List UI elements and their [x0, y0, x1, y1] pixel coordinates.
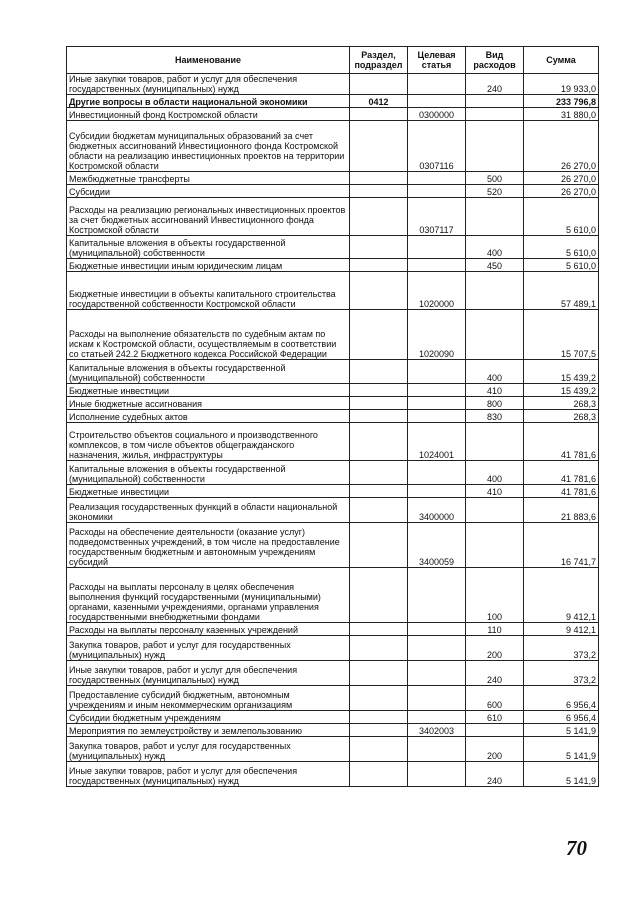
cell-sum: 6 956,4 [524, 711, 599, 724]
cell-type [466, 108, 524, 121]
cell-sum: 6 956,4 [524, 686, 599, 711]
cell-section [350, 485, 408, 498]
table-row [67, 121, 599, 172]
cell-name: Капитальные вложения в объекты государственной (муниципальной) собственности [67, 360, 350, 384]
table-row [67, 523, 599, 568]
cell-name: Закупка товаров, работ и услуг для государственных (муниципальных) нужд [67, 636, 350, 661]
cell-name: Расходы на выплаты персоналу казенных учреждений [67, 623, 350, 636]
cell-section [350, 272, 408, 310]
cell-sum: 21 883,6 [524, 498, 599, 523]
table-row [67, 236, 599, 259]
cell-target: 3402003 [408, 724, 466, 737]
table-row [67, 185, 599, 198]
cell-section [350, 724, 408, 737]
header-target: Целевая статья [408, 47, 466, 74]
cell-sum: 5 141,9 [524, 724, 599, 737]
cell-sum: 15 707,5 [524, 310, 599, 360]
table-row [67, 397, 599, 410]
cell-name: Реализация государственных функций в области национальной экономики [67, 498, 350, 523]
cell-name: Бюджетные инвестиции [67, 384, 350, 397]
cell-type: 610 [466, 711, 524, 724]
cell-section [350, 423, 408, 461]
cell-type: 240 [466, 762, 524, 787]
cell-target [408, 172, 466, 185]
table-row [67, 724, 599, 737]
table-row [67, 686, 599, 711]
cell-type [466, 423, 524, 461]
cell-sum: 31 880,0 [524, 108, 599, 121]
cell-section [350, 686, 408, 711]
cell-target: 3400000 [408, 498, 466, 523]
cell-type: 240 [466, 661, 524, 686]
cell-sum: 5 610,0 [524, 198, 599, 236]
cell-sum: 41 781,6 [524, 461, 599, 485]
cell-target [408, 762, 466, 787]
header-name: Наименование [67, 47, 350, 74]
cell-target [408, 95, 466, 108]
cell-target [408, 661, 466, 686]
cell-target [408, 384, 466, 397]
cell-name: Строительство объектов социального и производственного комплексов, в том числе объектов общегражданского назначения, жилья, инфраструктуры [67, 423, 350, 461]
cell-name: Мероприятия по землеустройству и землепользованию [67, 724, 350, 737]
cell-sum: 15 439,2 [524, 384, 599, 397]
cell-target [408, 360, 466, 384]
cell-type [466, 272, 524, 310]
table-row [67, 272, 599, 310]
cell-section [350, 410, 408, 423]
cell-type [466, 121, 524, 172]
cell-section [350, 636, 408, 661]
table-row [67, 172, 599, 185]
cell-section [350, 121, 408, 172]
cell-section [350, 568, 408, 623]
cell-name: Предоставление субсидий бюджетным, автономным учреждениям и иным некоммерческим организациям [67, 686, 350, 711]
cell-section [350, 384, 408, 397]
table-row [67, 623, 599, 636]
cell-name: Расходы на выплаты персоналу в целях обеспечения выполнения функций государственными (муниципальными) органами, казенными учреждениями, органами управления государственными внебюджетными фондами [67, 568, 350, 623]
cell-name: Закупка товаров, работ и услуг для государственных (муниципальных) нужд [67, 737, 350, 762]
cell-name: Исполнение судебных актов [67, 410, 350, 423]
cell-section [350, 461, 408, 485]
cell-section [350, 185, 408, 198]
cell-section [350, 74, 408, 95]
cell-name: Субсидии бюджетным учреждениям [67, 711, 350, 724]
cell-name: Расходы на обеспечение деятельности (оказание услуг) подведомственных учреждений, в том числе на предоставление государственным бюджетным и автономным учреждениям субсидий [67, 523, 350, 568]
cell-name: Субсидии бюджетам муниципальных образований за счет бюджетных ассигнований Инвестиционного фонда Костромской области на реализацию инвестиционных проектов на территории Костромской области [67, 121, 350, 172]
table-row [67, 360, 599, 384]
cell-type [466, 310, 524, 360]
cell-section [350, 172, 408, 185]
cell-name: Иные закупки товаров, работ и услуг для обеспечения государственных (муниципальных) нужд [67, 74, 350, 95]
cell-target [408, 397, 466, 410]
table-row [67, 74, 599, 95]
cell-target: 1020000 [408, 272, 466, 310]
table-row [67, 310, 599, 360]
cell-sum: 57 489,1 [524, 272, 599, 310]
cell-target: 0307116 [408, 121, 466, 172]
cell-type: 410 [466, 485, 524, 498]
table-row [67, 108, 599, 121]
cell-sum: 26 270,0 [524, 185, 599, 198]
cell-target [408, 636, 466, 661]
cell-section [350, 397, 408, 410]
cell-section [350, 236, 408, 259]
cell-target [408, 410, 466, 423]
table-row [67, 737, 599, 762]
cell-target [408, 737, 466, 762]
cell-type: 400 [466, 461, 524, 485]
cell-sum: 5 141,9 [524, 737, 599, 762]
table-row [67, 259, 599, 272]
header-sum: Сумма [524, 47, 599, 74]
table-row [67, 762, 599, 787]
cell-name: Инвестиционный фонд Костромской области [67, 108, 350, 121]
cell-target [408, 686, 466, 711]
table-row [67, 410, 599, 423]
cell-type: 240 [466, 74, 524, 95]
cell-name: Капитальные вложения в объекты государственной (муниципальной) собственности [67, 236, 350, 259]
table-row [67, 384, 599, 397]
cell-target: 0307117 [408, 198, 466, 236]
cell-section [350, 762, 408, 787]
cell-section: 0412 [350, 95, 408, 108]
cell-type: 600 [466, 686, 524, 711]
cell-name: Расходы на выполнение обязательств по судебным актам по искам к Костромской области, осуществляемым в соответствии со статьей 242.2 Бюджетного кодекса Российской Федерации [67, 310, 350, 360]
cell-sum: 5 610,0 [524, 236, 599, 259]
cell-section [350, 523, 408, 568]
cell-sum: 373,2 [524, 661, 599, 686]
cell-name: Капитальные вложения в объекты государственной (муниципальной) собственности [67, 461, 350, 485]
cell-sum: 26 270,0 [524, 172, 599, 185]
cell-name: Бюджетные инвестиции иным юридическим лицам [67, 259, 350, 272]
table-row [67, 661, 599, 686]
header-section: Раздел, подраздел [350, 47, 408, 74]
cell-target: 3400059 [408, 523, 466, 568]
cell-type: 400 [466, 236, 524, 259]
cell-sum: 9 412,1 [524, 568, 599, 623]
table-row [67, 485, 599, 498]
table-row [67, 636, 599, 661]
cell-type [466, 523, 524, 568]
cell-name: Субсидии [67, 185, 350, 198]
cell-name: Иные закупки товаров, работ и услуг для обеспечения государственных (муниципальных) нужд [67, 762, 350, 787]
cell-type: 400 [466, 360, 524, 384]
cell-name: Иные закупки товаров, работ и услуг для обеспечения государственных (муниципальных) нужд [67, 661, 350, 686]
cell-sum: 15 439,2 [524, 360, 599, 384]
table-row [67, 423, 599, 461]
table-row [67, 711, 599, 724]
cell-target: 1020090 [408, 310, 466, 360]
cell-target [408, 711, 466, 724]
budget-table [66, 46, 599, 787]
cell-sum: 19 933,0 [524, 74, 599, 95]
cell-section [350, 711, 408, 724]
cell-section [350, 661, 408, 686]
cell-section [350, 198, 408, 236]
cell-type: 830 [466, 410, 524, 423]
cell-type [466, 498, 524, 523]
cell-type: 500 [466, 172, 524, 185]
cell-section [350, 310, 408, 360]
cell-type: 200 [466, 636, 524, 661]
cell-sum: 268,3 [524, 397, 599, 410]
cell-target [408, 185, 466, 198]
cell-name: Бюджетные инвестиции в объекты капитального строительства государственной собственности Костромской области [67, 272, 350, 310]
cell-target [408, 568, 466, 623]
cell-section [350, 360, 408, 384]
cell-target: 1024001 [408, 423, 466, 461]
cell-type: 800 [466, 397, 524, 410]
cell-type [466, 95, 524, 108]
page-number: 70 [566, 836, 587, 860]
cell-sum: 41 781,6 [524, 423, 599, 461]
cell-target [408, 461, 466, 485]
cell-target [408, 485, 466, 498]
cell-sum: 268,3 [524, 410, 599, 423]
table-header-row [67, 47, 599, 74]
cell-name: Бюджетные инвестиции [67, 485, 350, 498]
cell-type: 520 [466, 185, 524, 198]
cell-name: Межбюджетные трансферты [67, 172, 350, 185]
cell-sum: 373,2 [524, 636, 599, 661]
cell-name: Расходы на реализацию региональных инвестиционных проектов за счет бюджетных ассигнований Инвестиционного фонда Костромской области [67, 198, 350, 236]
table-row [67, 461, 599, 485]
cell-section [350, 737, 408, 762]
cell-target [408, 623, 466, 636]
table-row [67, 498, 599, 523]
cell-type [466, 198, 524, 236]
cell-sum: 5 610,0 [524, 259, 599, 272]
cell-section [350, 623, 408, 636]
cell-sum: 41 781,6 [524, 485, 599, 498]
cell-type [466, 724, 524, 737]
cell-sum: 5 141,9 [524, 762, 599, 787]
table-row [67, 568, 599, 623]
cell-target [408, 259, 466, 272]
cell-type: 100 [466, 568, 524, 623]
cell-target [408, 236, 466, 259]
cell-target [408, 74, 466, 95]
cell-type: 410 [466, 384, 524, 397]
cell-sum: 9 412,1 [524, 623, 599, 636]
table-row [67, 198, 599, 236]
cell-section [350, 259, 408, 272]
cell-type: 200 [466, 737, 524, 762]
cell-sum: 26 270,0 [524, 121, 599, 172]
cell-type: 450 [466, 259, 524, 272]
cell-target: 0300000 [408, 108, 466, 121]
cell-type: 110 [466, 623, 524, 636]
header-type: Вид расходов [466, 47, 524, 74]
cell-section [350, 108, 408, 121]
table-row [67, 95, 599, 108]
cell-name: Другие вопросы в области национальной экономики [67, 95, 350, 108]
cell-sum: 16 741,7 [524, 523, 599, 568]
cell-name: Иные бюджетные ассигнования [67, 397, 350, 410]
cell-section [350, 498, 408, 523]
cell-sum: 233 796,8 [524, 95, 599, 108]
